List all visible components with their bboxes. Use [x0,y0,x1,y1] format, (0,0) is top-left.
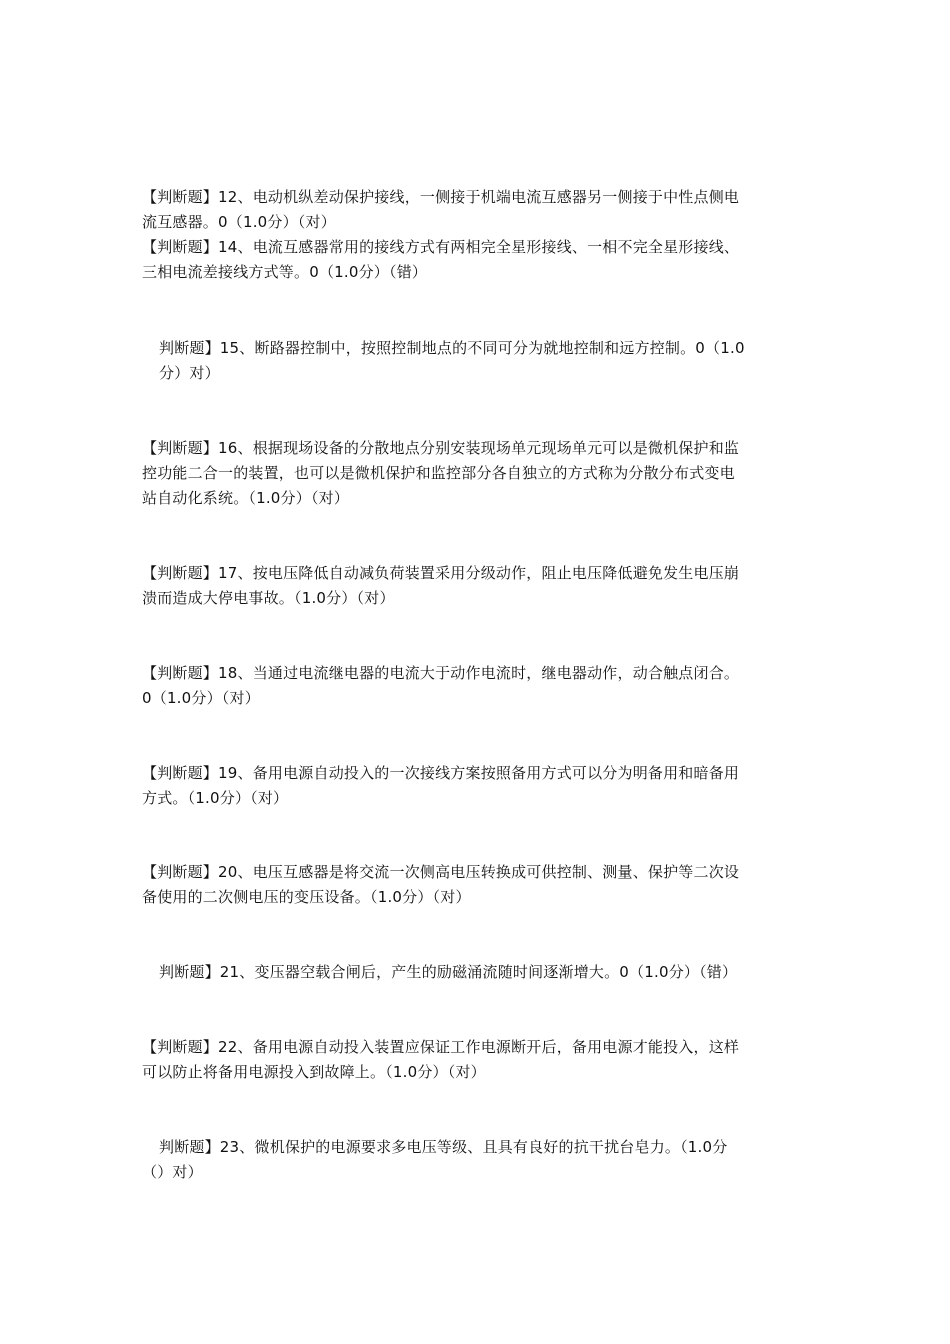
question-line: 【判断题】20、电压互感器是将交流一次侧高电压转换成可供控制、测量、保护等二次设 [142,863,740,881]
question-18 [142,661,814,711]
question-line: 三相电流差接线方式等。0（1.0分）（错） [142,263,428,281]
question-line: 【判断题】18、当通过电流继电器的电流大于动作电流时，继电器动作，动合触点闭合。 [142,664,740,682]
question-16 [142,436,814,511]
question-line: 判断题】21、变压器空载合闸后，产生的励磁涌流随时间逐渐增大。0（1.0分）（错） [159,963,738,981]
question-line: 0（1.0分）（对） [142,689,260,707]
question-line: 可以防止将备用电源投入到故障上。（1.0分）（对） [142,1063,486,1081]
question-15 [142,336,814,386]
question-19 [142,761,814,811]
question-line: 备使用的二次侧电压的变压设备。（1.0分）（对） [142,888,471,906]
question-20 [142,860,814,910]
question-line: 方式。（1.0分）（对） [142,789,289,807]
question-line: 流互感器。0（1.0分）（对） [142,213,336,231]
question-22 [142,1035,814,1085]
question-14 [142,235,814,285]
question-12 [142,185,814,235]
question-line: 判断题】23、微机保护的电源要求多电压等级、且具有良好的抗干扰台皂力。（1.0分 [159,1138,728,1156]
question-line: 站自动化系统。（1.0分）（对） [142,489,350,507]
question-line: 分）对） [159,364,220,382]
question-line: （）对） [142,1163,203,1181]
question-23 [142,1135,814,1185]
question-line: 【判断题】19、备用电源自动投入的一次接线方案按照备用方式可以分为明备用和暗备用 [142,764,740,782]
question-line: 【判断题】22、备用电源自动投入装置应保证工作电源断开后，备用电源才能投入，这样 [142,1038,740,1056]
question-line: 【判断题】14、电流互感器常用的接线方式有两相完全星形接线、一相不完全星形接线、 [142,238,740,256]
question-line: 【判断题】12、电动机纵差动保护接线，一侧接于机端电流互感器另一侧接于中性点侧电 [142,188,740,206]
question-line: 判断题】15、断路器控制中，按照控制地点的不同可分为就地控制和远方控制。0（1.0 [159,339,745,357]
question-line: 控功能二合一的装置，也可以是微机保护和监控部分各自独立的方式称为分散分布式变电 [142,464,735,482]
question-line: 溃而造成大停电事故。（1.0分）（对） [142,589,395,607]
question-line: 【判断题】16、根据现场设备的分散地点分别安装现场单元现场单元可以是微机保护和监 [142,439,740,457]
question-17 [142,561,814,611]
question-line: 【判断题】17、按电压降低自动减负荷装置采用分级动作，阻止电压降低避免发生电压崩 [142,564,740,582]
question-21 [142,960,814,985]
